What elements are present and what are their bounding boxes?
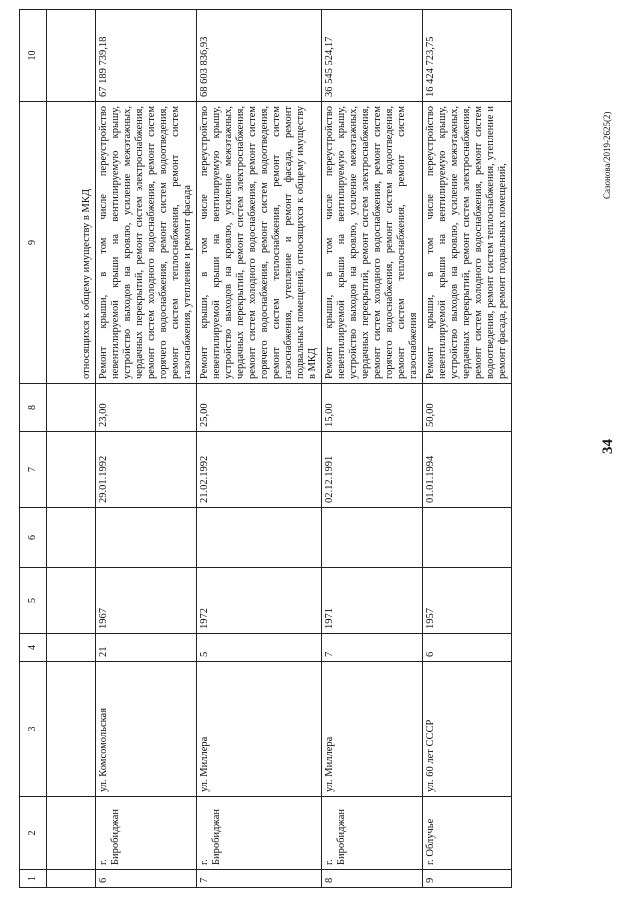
street-cell: ул. Миллера [322, 662, 423, 797]
row-number: 8 [322, 870, 423, 888]
column-number-row [20, 10, 47, 888]
wear-cell: 25,00 [197, 384, 322, 432]
column-number: 5 [20, 568, 47, 634]
footer-reference: Сазонова/2019-2625(2) [602, 111, 612, 199]
year-cell: 1967 [96, 568, 197, 634]
col6-cell [197, 508, 322, 568]
empty-cell [47, 870, 96, 888]
wear-cell: 23,00 [96, 384, 197, 432]
empty-cell [47, 662, 96, 797]
works-cell: Ремонт крыши, в том числе переустройство невентилируемой крыши на вентилируемую крышу, устройство выходов на кровлю, усиление межэтажных, чердачных перекрытий, ремонт систем электроснабжения, ремонт систем холодного водоснабжения, ремонт систем горячего водоснабжения, ремонт систем водоотведения, ремонт систем теплоснабжения, ремонт систем газоснабжения, утепление и ремонт фасада, ремонт подвальных помещений, относящихся к общему имуществу в МКД [197, 102, 322, 384]
empty-cell [47, 568, 96, 634]
continuation-row [47, 10, 96, 888]
house-cell: 7 [322, 634, 423, 662]
year-cell: 1971 [322, 568, 423, 634]
works-cell: Ремонт крыши, в том числе переустройство невентилируемой крыши на вентилируемую крышу, устройство выходов на кровлю, усиление межэтажных, чердачных перекрытий, ремонт систем электроснабжения, ремонт систем холодного водоснабжения, ремонт систем горячего водоснабжения, ремонт систем водоотведения, ремонт систем теплоснабжения, ремонт систем газоснабжения [322, 102, 423, 384]
works-cell: Ремонт крыши, в том числе переустройство невентилируемой крыши на вентилируемую крышу, устройство выходов на кровлю, усиление межэтажных, чердачных перекрытий, ремонт систем электроснабжения, ремонт систем холодного водоснабжения, ремонт систем водоотведения, ремонт систем теплоснабжения, утепление и ремонт фасада, ремонт подвальных помещений, [423, 102, 512, 384]
table-row [423, 10, 512, 888]
empty-cell [47, 384, 96, 432]
city-cell: г. Биробиджан [96, 797, 197, 870]
house-cell: 5 [197, 634, 322, 662]
house-cell: 21 [96, 634, 197, 662]
city-cell: г. Биробиджан [322, 797, 423, 870]
col6-cell [322, 508, 423, 568]
column-number: 7 [20, 432, 47, 508]
column-number: 6 [20, 508, 47, 568]
table-row [322, 10, 423, 888]
street-cell: ул. Миллера [197, 662, 322, 797]
table-row [96, 10, 197, 888]
empty-cell [47, 10, 96, 102]
row-number: 6 [96, 870, 197, 888]
column-number: 4 [20, 634, 47, 662]
street-cell: ул. Комсомольская [96, 662, 197, 797]
column-number: 2 [20, 797, 47, 870]
continuation-text: относящихся к общему имуществу в МКД [47, 102, 96, 384]
year-cell: 1957 [423, 568, 512, 634]
wear-cell: 15,00 [322, 384, 423, 432]
street-cell: ул. 60 лет СССР [423, 662, 512, 797]
column-number: 1 [20, 870, 47, 888]
table-row [197, 10, 322, 888]
row-number: 9 [423, 870, 512, 888]
cost-cell: 36 545 524,17 [322, 10, 423, 102]
column-number: 10 [20, 10, 47, 102]
works-cell: Ремонт крыши, в том числе переустройство невентилируемой крыши на вентилируемую крышу, устройство выходов на кровлю, усиление межэтажных, чердачных перекрытий, ремонт систем электроснабжения, ремонт систем холодного водоснабжения, ремонт систем горячего водоснабжения, ремонт систем водоотведения, ремонт систем теплоснабжения, ремонт систем газоснабжения, утепление и ремонт фасада [96, 102, 197, 384]
wear-cell: 50,00 [423, 384, 512, 432]
empty-cell [47, 432, 96, 508]
house-repair-table [19, 9, 512, 888]
empty-cell [47, 797, 96, 870]
col6-cell [96, 508, 197, 568]
column-number: 9 [20, 102, 47, 384]
house-cell: 6 [423, 634, 512, 662]
empty-cell [47, 508, 96, 568]
city-cell: г. Биробиджан [197, 797, 322, 870]
column-number: 3 [20, 662, 47, 797]
cost-cell: 68 603 836,93 [197, 10, 322, 102]
city-cell: г. Облучье [423, 797, 512, 870]
cost-cell: 67 189 739,18 [96, 10, 197, 102]
date-cell: 29.01.1992 [96, 432, 197, 508]
date-cell: 21.02.1992 [197, 432, 322, 508]
empty-cell [47, 634, 96, 662]
col6-cell [423, 508, 512, 568]
cost-cell: 16 424 723,75 [423, 10, 512, 102]
year-cell: 1972 [197, 568, 322, 634]
row-number: 7 [197, 870, 322, 888]
column-number: 8 [20, 384, 47, 432]
date-cell: 01.01.1994 [423, 432, 512, 508]
page-number: 34 [600, 439, 616, 454]
date-cell: 02.12.1991 [322, 432, 423, 508]
